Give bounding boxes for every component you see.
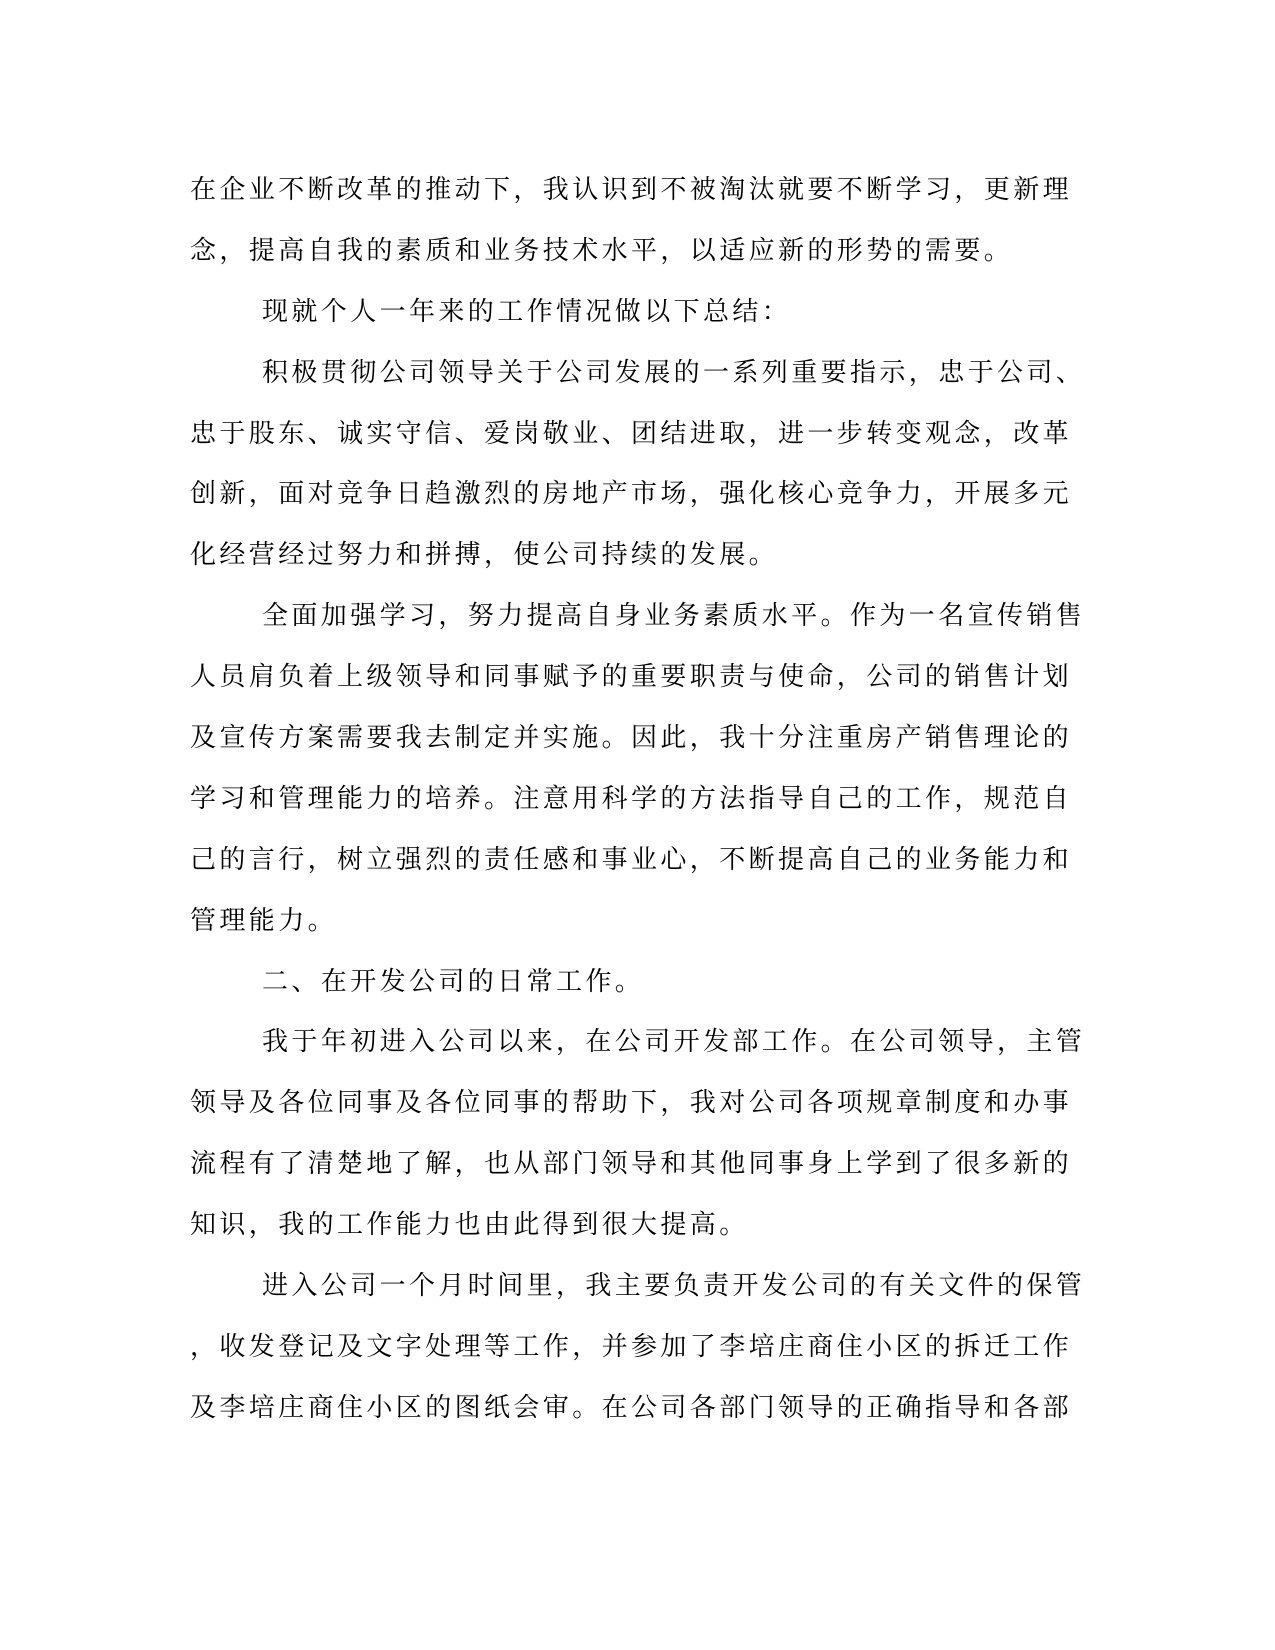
text-line: 领导及各位同事及各位同事的帮助下，我对公司各项规章制度和办事 <box>190 1088 1073 1119</box>
text-line: 二、在开发公司的日常工作。 <box>262 966 645 997</box>
text-line: 积极贯彻公司领导关于公司发展的一系列重要指示，忠于公司、 <box>262 357 1086 388</box>
text-line: 人员肩负着上级领导和同事赋予的重要职责与使命，公司的销售计划 <box>190 662 1073 693</box>
text-line: 流程有了清楚地了解，也从部门领导和其他同事身上学到了很多新的 <box>190 1149 1073 1180</box>
text-line: 己的言行，树立强烈的责任感和事业心，不断提高自己的业务能力和 <box>190 844 1073 875</box>
text-line: 知识，我的工作能力也由此得到很大提高。 <box>190 1210 749 1241</box>
text-line: 创新，面对竞争日趋激烈的房地产市场，强化核心竞争力，开展多元 <box>190 479 1073 510</box>
text-line: 念，提高自我的素质和业务技术水平，以适应新的形势的需要。 <box>190 235 1014 266</box>
text-line: 及李培庄商住小区的图纸会审。在公司各部门领导的正确指导和各部 <box>190 1392 1073 1423</box>
document-body <box>190 160 1090 1439</box>
text-line: 化经营经过努力和拼搏，使公司持续的发展。 <box>190 540 779 571</box>
text-line: 学习和管理能力的培养。注意用科学的方法指导自己的工作，规范自 <box>190 783 1073 814</box>
text-line: 我于年初进入公司以来，在公司开发部工作。在公司领导，主管 <box>262 1027 1086 1058</box>
text-line: 进入公司一个月时间里，我主要负责开发公司的有关文件的保管 <box>262 1271 1086 1302</box>
text-line: 现就个人一年来的工作情况做以下总结： <box>262 296 792 327</box>
text-line: ，收发登记及文字处理等工作，并参加了李培庄商住小区的拆迁工作 <box>190 1331 1073 1362</box>
text-line: 管理能力。 <box>190 905 338 936</box>
text-line: 全面加强学习，努力提高自身业务素质水平。作为一名宣传销售 <box>262 601 1086 632</box>
text-line: 在企业不断改革的推动下，我认识到不被淘汰就要不断学习，更新理 <box>190 175 1073 205</box>
text-line: 及宣传方案需要我去制定并实施。因此，我十分注重房产销售理论的 <box>190 723 1073 754</box>
text-line: 忠于股东、诚实守信、爱岗敬业、团结进取，进一步转变观念，改革 <box>190 418 1073 449</box>
